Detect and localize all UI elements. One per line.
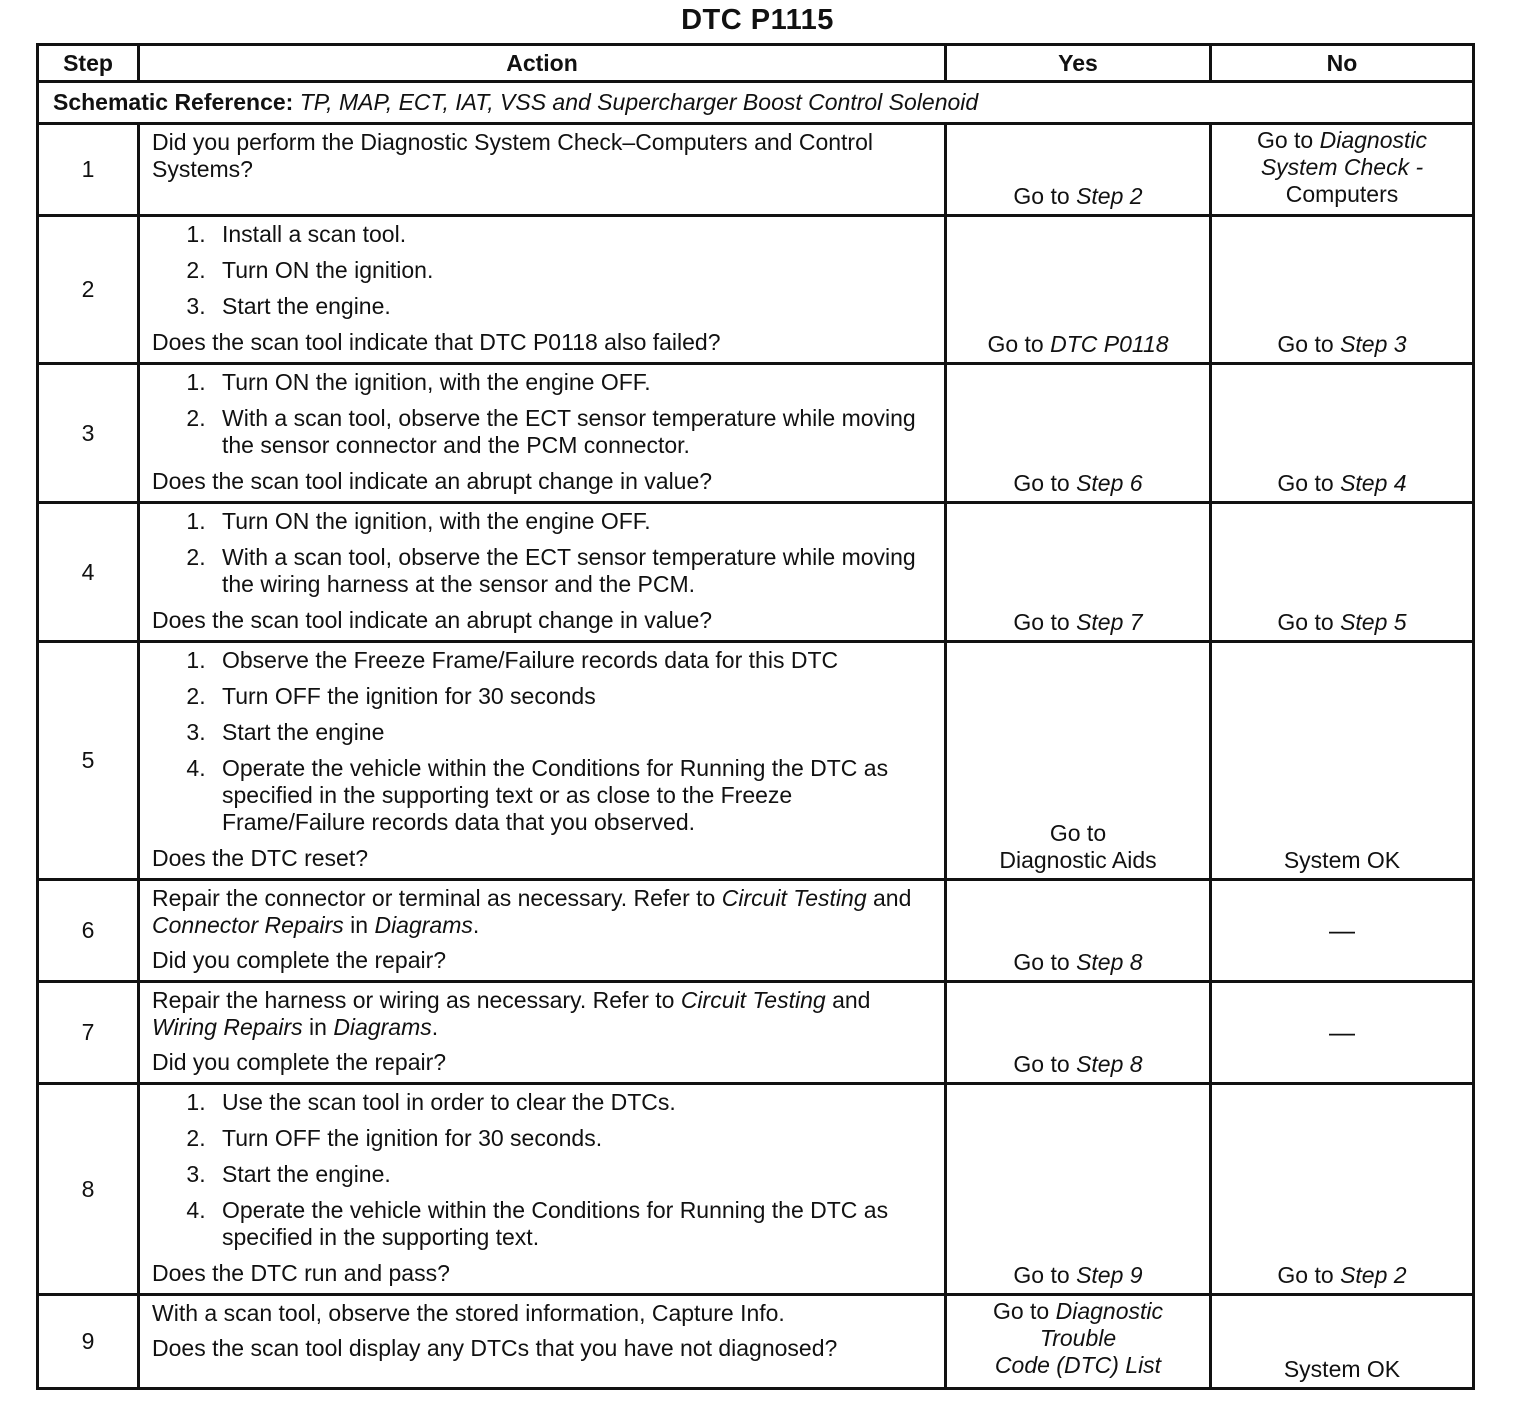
step-number: 4 <box>38 503 139 642</box>
yes-link[interactable]: Step 8 <box>1076 949 1143 975</box>
action-cell <box>139 216 946 364</box>
schematic-reference <box>38 82 1474 124</box>
action-cell <box>139 364 946 503</box>
header-row <box>38 45 1474 82</box>
action-question: Does the scan tool display any DTCs that you have not diagnosed? <box>152 1335 838 1361</box>
no-link[interactable]: Diagnostic <box>1319 127 1428 153</box>
header-no: No <box>1211 45 1474 82</box>
no-cell <box>1211 124 1474 216</box>
yes-prefix: Go to <box>1013 949 1077 975</box>
no-cell <box>1211 1084 1474 1295</box>
yes-cell <box>946 124 1211 216</box>
list-item: 3. Start the engine. <box>212 1161 936 1188</box>
yes-link-cont[interactable]: Trouble <box>1039 1325 1117 1351</box>
no-link[interactable]: Step 3 <box>1340 331 1407 357</box>
step-number: 7 <box>38 982 139 1084</box>
table-row <box>38 216 1474 364</box>
no-cell <box>1211 364 1474 503</box>
yes-prefix: Go to <box>1013 183 1077 209</box>
action-question: Does the DTC reset? <box>152 845 369 871</box>
action-question: Does the scan tool indicate an abrupt change in value? <box>152 468 713 494</box>
yes-prefix: Go to <box>987 331 1051 357</box>
action-list <box>152 221 936 320</box>
yes-link[interactable]: Step 8 <box>1076 1051 1143 1077</box>
page-title: DTC P1115 <box>681 4 834 36</box>
header-yes: Yes <box>946 45 1211 82</box>
table-row <box>38 364 1474 503</box>
list-item: 2. With a scan tool, observe the ECT sensor temperature while moving the sensor connector and the PCM connector. <box>212 405 936 459</box>
action-list <box>152 647 936 836</box>
yes-cell <box>946 1295 1211 1389</box>
no-plain: Computers <box>1285 181 1399 207</box>
no-cell <box>1211 982 1474 1084</box>
action-text: With a scan tool, observe the stored information, Capture Info. <box>152 1300 785 1326</box>
step-number: 2 <box>38 216 139 364</box>
action-cell <box>139 124 946 216</box>
yes-cell <box>946 216 1211 364</box>
table-row <box>38 982 1474 1084</box>
list-item: 1. Observe the Freeze Frame/Failure records data for this DTC <box>212 647 936 674</box>
step-number: 1 <box>38 124 139 216</box>
list-item: 1. Use the scan tool in order to clear the DTCs. <box>212 1089 936 1116</box>
no-cell <box>1211 216 1474 364</box>
action-cell <box>139 503 946 642</box>
action-text: Repair the connector or terminal as necessary. Refer to Circuit Testing and Connector Repairs in Diagrams. <box>152 885 912 938</box>
no-prefix: Go to <box>1277 331 1341 357</box>
no-cell <box>1211 642 1474 880</box>
action-text: Did you perform the Diagnostic System Check–Computers and Control Systems? <box>152 129 873 182</box>
table-row <box>38 1084 1474 1295</box>
step-number: 9 <box>38 1295 139 1389</box>
no-prefix: Go to <box>1277 1262 1341 1288</box>
no-text: System OK <box>1283 847 1401 873</box>
action-text: Repair the harness or wiring as necessary. Refer to Circuit Testing and Wiring Repairs in Diagrams. <box>152 987 871 1040</box>
list-item: 4. Operate the vehicle within the Conditions for Running the DTC as specified in the supporting text. <box>212 1197 936 1251</box>
yes-prefix: Go to <box>1013 609 1077 635</box>
table-row <box>38 642 1474 880</box>
no-prefix: Go to <box>1256 127 1320 153</box>
yes-link[interactable]: Diagnostic <box>1055 1298 1164 1324</box>
step-number: 5 <box>38 642 139 880</box>
action-cell <box>139 1084 946 1295</box>
action-question: Does the scan tool indicate an abrupt change in value? <box>152 607 713 633</box>
yes-link[interactable]: Step 9 <box>1076 1262 1143 1288</box>
no-text: System OK <box>1283 1356 1401 1382</box>
action-question: Does the DTC run and pass? <box>152 1260 450 1286</box>
action-cell <box>139 1295 946 1389</box>
action-cell <box>139 982 946 1084</box>
yes-link[interactable]: Step 7 <box>1076 609 1143 635</box>
step-number: 6 <box>38 880 139 982</box>
table-row <box>38 503 1474 642</box>
action-question: Does the scan tool indicate that DTC P0118 also failed? <box>152 329 721 355</box>
step-number: 8 <box>38 1084 139 1295</box>
list-item: 3. Start the engine. <box>212 293 936 320</box>
no-link[interactable]: Step 5 <box>1340 609 1407 635</box>
yes-cell <box>946 364 1211 503</box>
yes-cell <box>946 880 1211 982</box>
action-list <box>152 508 936 598</box>
action-question: Did you complete the repair? <box>152 947 447 973</box>
list-item: 3. Start the engine <box>212 719 936 746</box>
yes-cell <box>946 642 1211 880</box>
step-number: 3 <box>38 364 139 503</box>
list-item: 4. Operate the vehicle within the Conditions for Running the DTC as specified in the supporting text or as close to the Freeze Frame/Failure records data that you observed. <box>212 755 936 836</box>
yes-text: Go to <box>1049 820 1107 846</box>
list-item: 2. Turn OFF the ignition for 30 seconds <box>212 683 936 710</box>
list-item: 2. Turn OFF the ignition for 30 seconds. <box>212 1125 936 1152</box>
yes-cell <box>946 1084 1211 1295</box>
no-link-cont[interactable]: System Check - <box>1260 154 1424 180</box>
no-cell <box>1211 1295 1474 1389</box>
yes-cell <box>946 982 1211 1084</box>
no-link[interactable]: Step 2 <box>1340 1262 1407 1288</box>
action-question: Did you complete the repair? <box>152 1049 447 1075</box>
yes-prefix: Go to <box>1013 470 1077 496</box>
yes-link[interactable]: Diagnostic Aids <box>999 847 1157 873</box>
yes-link[interactable]: Step 2 <box>1076 183 1143 209</box>
yes-link[interactable]: DTC P0118 <box>1050 331 1169 357</box>
no-prefix: Go to <box>1277 609 1341 635</box>
list-item: 1. Turn ON the ignition, with the engine OFF. <box>212 369 936 396</box>
yes-prefix: Go to <box>992 1298 1056 1324</box>
table-row <box>38 880 1474 982</box>
header-step: Step <box>38 45 139 82</box>
no-text: — <box>1329 915 1355 945</box>
table-row <box>38 124 1474 216</box>
diagnostic-table <box>36 43 1475 1390</box>
action-list <box>152 1089 936 1251</box>
no-cell <box>1211 503 1474 642</box>
action-list <box>152 369 936 459</box>
no-prefix: Go to <box>1277 470 1341 496</box>
no-text: — <box>1329 1017 1355 1047</box>
schematic-row <box>38 82 1474 124</box>
table-row <box>38 1295 1474 1389</box>
action-cell <box>139 880 946 982</box>
yes-cell <box>946 503 1211 642</box>
no-cell <box>1211 880 1474 982</box>
yes-link[interactable]: Step 6 <box>1076 470 1143 496</box>
header-action: Action <box>139 45 946 82</box>
schematic-label: Schematic Reference: <box>53 89 294 115</box>
yes-prefix: Go to <box>1013 1262 1077 1288</box>
schematic-value: TP, MAP, ECT, IAT, VSS and Supercharger Boost Control Solenoid <box>299 89 979 115</box>
list-item: 2. With a scan tool, observe the ECT sensor temperature while moving the wiring harness at the sensor and the PCM. <box>212 544 936 598</box>
no-link[interactable]: Step 4 <box>1340 470 1407 496</box>
yes-prefix: Go to <box>1013 1051 1077 1077</box>
yes-link-cont[interactable]: Code (DTC) List <box>994 1352 1162 1378</box>
list-item: 1. Turn ON the ignition, with the engine OFF. <box>212 508 936 535</box>
list-item: 2. Turn ON the ignition. <box>212 257 936 284</box>
list-item: 1. Install a scan tool. <box>212 221 936 248</box>
action-cell <box>139 642 946 880</box>
